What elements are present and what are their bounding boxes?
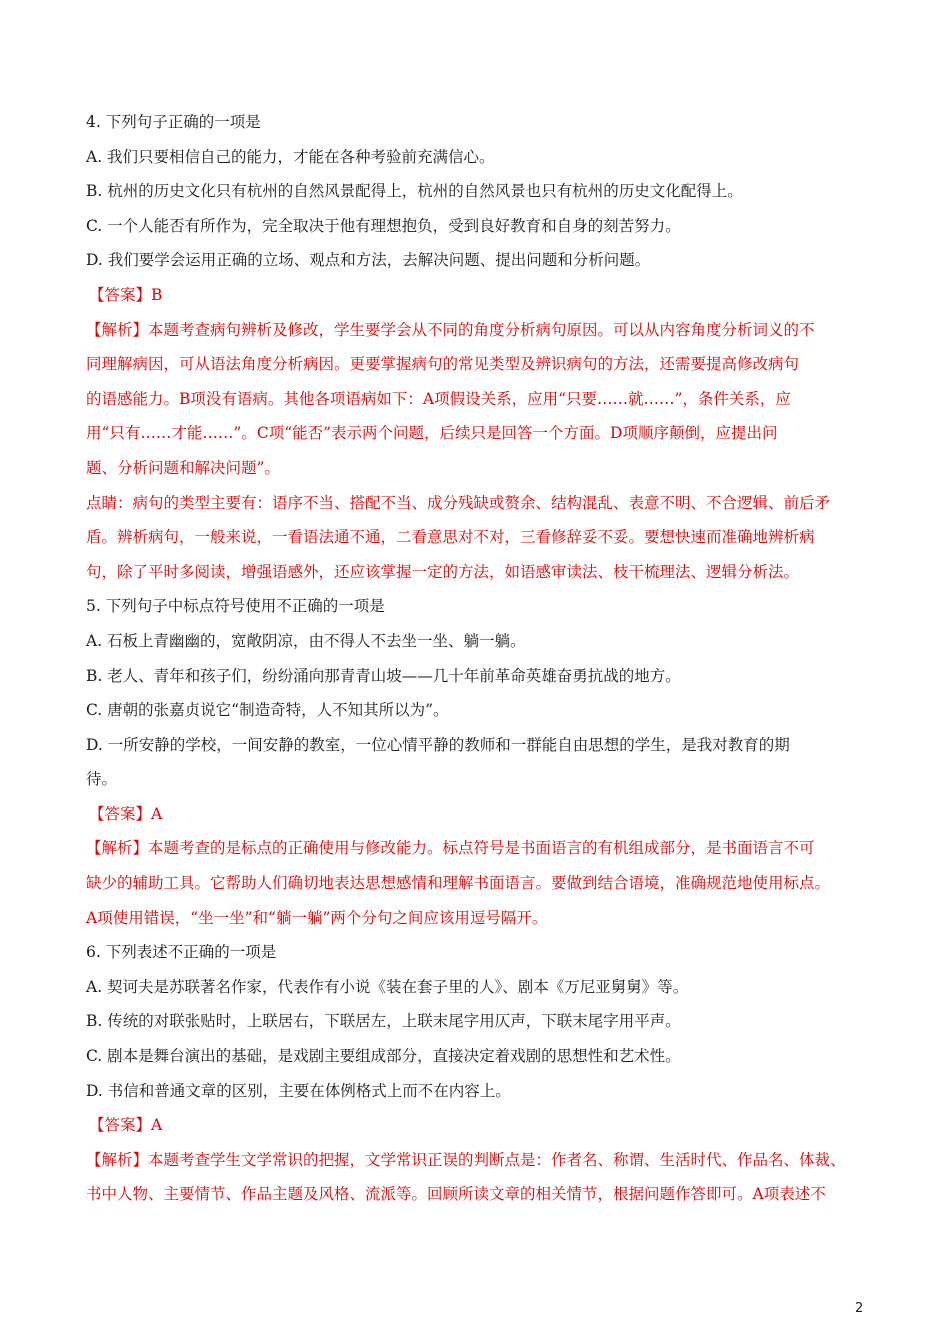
question-5-option-b: B. 老人、青年和孩子们，纷纷涌向那青青山坡——几十年前革命英雄奋勇抗战的地方。 bbox=[86, 666, 681, 685]
question-4-option-d: D. 我们要学会运用正确的立场、观点和方法，去解决问题、提出问题和分析问题。 bbox=[86, 251, 651, 270]
question-6-stem: 6. 下列表述不正确的一项是 bbox=[86, 943, 277, 962]
question-4-stem: 4. 下列句子正确的一项是 bbox=[86, 113, 261, 131]
question-4-analysis-line: 的语感能力。B项没有语病。其他各项语病如下：A项假设关系，应用“只要……就……”，条件关系，应 bbox=[86, 389, 791, 408]
question-6-option-a: A. 契诃夫是苏联著名作家，代表作有小说《装在套子里的人》、剧本《万尼亚舅舅》等。 bbox=[86, 977, 689, 996]
question-4-analysis-line: 【解析】本题考查病句辨析及修改，学生要学会从不同的角度分析病句原因。可以从内容角度分析词义的不 bbox=[86, 320, 815, 339]
question-5-option-c: C. 唐朝的张嘉贞说它“制造奇特，人不知其所以为”。 bbox=[86, 701, 449, 720]
question-6-analysis-line: 书中人物、主要情节、作品主题及风格、流派等。回顾所读文章的相关情节，根据问题作答即可。A项表述不 bbox=[86, 1185, 826, 1204]
question-6-answer: 【答案】A bbox=[89, 1116, 163, 1135]
question-4-analysis-line: 同理解病因，可从语法角度分析病因。更要掌握病句的常见类型及辨识病句的方法，还需要提高修改病句 bbox=[86, 355, 800, 374]
page-number: 2 bbox=[855, 1301, 864, 1316]
question-5-stem: 5. 下列句子中标点符号使用不正确的一项是 bbox=[86, 597, 385, 616]
question-4-option-b: B. 杭州的历史文化只有杭州的自然风景配得上，杭州的自然风景也只有杭州的历史文化配得上。 bbox=[86, 182, 743, 201]
question-4-tip-line: 句，除了平时多阅读，增强语感外，还应该掌握一定的方法，如语感审读法、枝干梳理法、逻辑分析法。 bbox=[86, 562, 800, 581]
question-6-option-b: B. 传统的对联张贴时，上联居右，下联居左，上联末尾字用仄声，下联末尾字用平声。 bbox=[86, 1012, 681, 1031]
question-5-analysis-line: 【解析】本题考查的是标点的正确使用与修改能力。标点符号是书面语言的有机组成部分，是书面语言不可 bbox=[86, 839, 815, 858]
question-4-tip-line: 盾。辨析病句，一般来说，一看语法通不通，二看意思对不对，三看修辞妥不妥。要想快速而准确地辨析病 bbox=[86, 528, 815, 547]
question-4-option-a: A. 我们只要相信自己的能力，才能在各种考验前充满信心。 bbox=[86, 147, 495, 166]
question-6-option-d: D. 书信和普通文章的区别，主要在体例格式上而不在内容上。 bbox=[86, 1081, 511, 1100]
question-5-analysis-line: 缺少的辅助工具。它帮助人们确切地表达思想感情和理解书面语言。要做到结合语境，准确规范地使用标点。 bbox=[86, 874, 831, 893]
page-content bbox=[86, 112, 876, 1204]
question-4-tip-line: 点睛：病句的类型主要有：语序不当、搭配不当、成分残缺或赘余、结构混乱、表意不明、不合逻辑、前后矛 bbox=[86, 493, 831, 512]
question-5-answer: 【答案】A bbox=[89, 804, 163, 823]
question-4-option-c: C. 一个人能否有所作为，完全取决于他有理想抱负，受到良好教育和自身的刻苦努力。 bbox=[86, 216, 681, 235]
question-6-analysis-line: 【解析】本题考查学生文学常识的把握，文学常识正误的判断点是：作者名、称谓、生活时代、作品名、体裁、 bbox=[86, 1150, 846, 1169]
question-5-option-d: D. 一所安静的学校，一间安静的教室，一位心情平静的教师和一群能自由思想的学生，是我对教育的期 bbox=[86, 735, 790, 754]
question-6-option-c: C. 剧本是舞台演出的基础，是戏剧主要组成部分，直接决定着戏剧的思想性和艺术性。 bbox=[86, 1047, 681, 1066]
question-5-analysis-line: A项使用错误，“坐一坐”和“躺一躺”两个分句之间应该用逗号隔开。 bbox=[86, 908, 548, 927]
question-4-analysis-line: 题、分析问题和解决问题”。 bbox=[86, 458, 280, 477]
question-4-analysis-line: 用“只有……才能……”。C项“能否”表示两个问题，后续只是回答一个方面。D项顺序颠倒，应提出问 bbox=[86, 424, 778, 443]
question-4-answer: 【答案】B bbox=[89, 285, 163, 304]
question-5-option-d-continued: 待。 bbox=[86, 770, 118, 789]
question-5-option-a: A. 石板上青幽幽的，宽敞阴凉，由不得人不去坐一坐、躺一躺。 bbox=[86, 631, 526, 650]
